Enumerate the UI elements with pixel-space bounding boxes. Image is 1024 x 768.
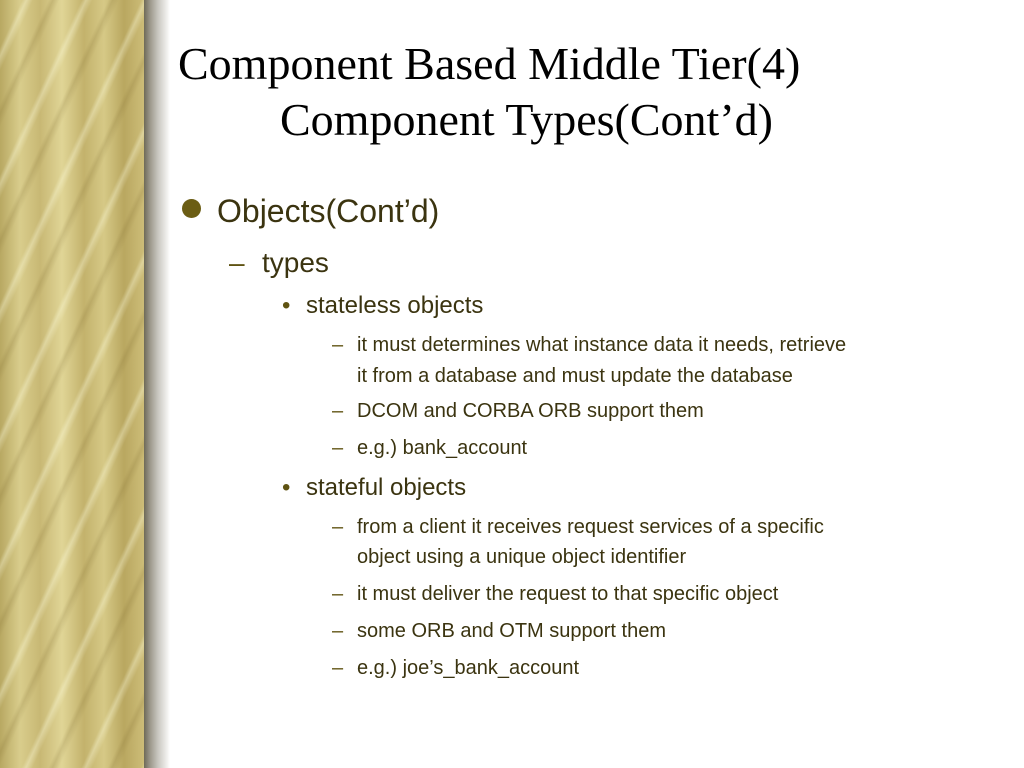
stateful-point: e.g.) joe’s_bank_account	[357, 657, 580, 679]
dash-bullet-icon: –	[332, 583, 344, 605]
dot-bullet-icon: •	[282, 292, 291, 319]
stateless-point-line: it from a database and must update the database	[357, 365, 793, 387]
title-line-1: Component Based Middle Tier(4)	[178, 38, 801, 89]
title-line-2: Component Types(Cont’d)	[280, 94, 773, 145]
stateful-point-line: from a client it receives request services of a specific	[357, 516, 824, 538]
stateful-point: it must deliver the request to that specific object	[357, 583, 779, 605]
dash-bullet-icon: –	[332, 620, 344, 642]
stateless-point: DCOM and CORBA ORB support them	[357, 400, 704, 422]
stateful-point-line: object using a unique object identifier	[357, 546, 687, 568]
stateless-point-line: it must determines what instance data it needs, retrieve	[357, 334, 847, 356]
stateless-point: e.g.) bank_account	[357, 437, 528, 459]
dash-bullet-icon: –	[332, 657, 344, 679]
round-bullet-icon	[182, 199, 201, 218]
bullet-objects: Objects(Cont’d)	[217, 193, 440, 229]
dash-bullet-icon: –	[332, 400, 344, 422]
bullet-stateless-objects: stateless objects	[306, 292, 484, 319]
dot-bullet-icon: •	[282, 474, 291, 501]
bullet-types: types	[262, 247, 329, 278]
bullet-stateful-objects: stateful objects	[306, 474, 467, 501]
dash-bullet-icon: –	[229, 247, 245, 278]
dash-bullet-icon: –	[332, 437, 344, 459]
stateful-point: some ORB and OTM support them	[357, 620, 667, 642]
dash-bullet-icon: –	[332, 516, 344, 538]
dash-bullet-icon: –	[332, 334, 344, 356]
